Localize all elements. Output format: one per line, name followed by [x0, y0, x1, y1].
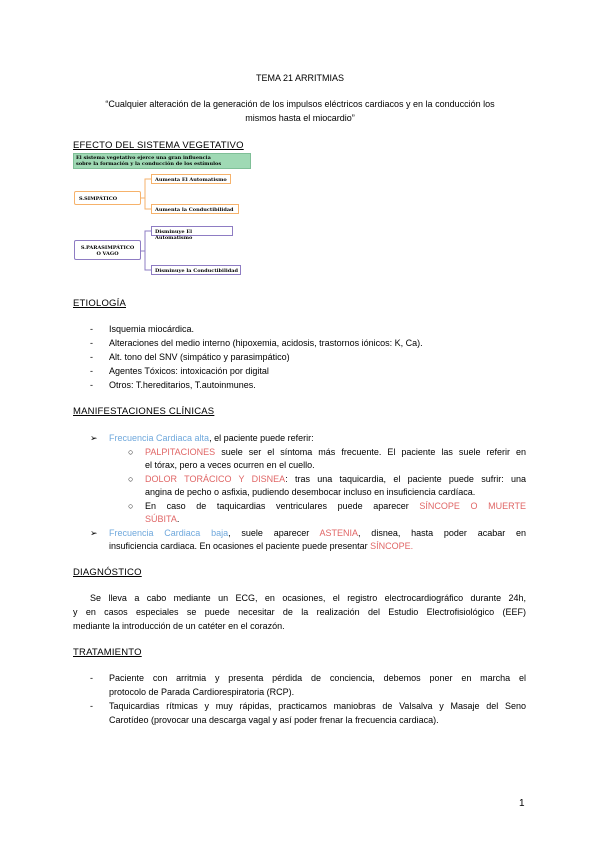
dash-bullet: - [90, 324, 93, 334]
etiologia-item: Alt. tono del SNV (simpático y parasimpático) [109, 352, 290, 362]
diagram-header [73, 153, 251, 169]
dash-bullet: - [90, 701, 93, 711]
dash-bullet: - [90, 338, 93, 348]
tratamiento-item-1-line-2: protocolo de Parada Cardiorespiratoria (RCP). [109, 687, 295, 697]
tratamiento-item-1-line-1: Paciente con arritmia y presenta pérdida de conciencia, debemos poner en marcha el [109, 673, 526, 683]
sub2-rest: : tras una taquicardia, el paciente puede sufrir: una [285, 474, 526, 484]
baja-line-2 [109, 540, 413, 553]
arrow-bullet-icon: ➢ [90, 433, 98, 443]
para-line-2: O VAGO [96, 251, 119, 257]
alta-line [109, 432, 314, 445]
baja-line-1 [109, 527, 526, 540]
sub3-end: . [176, 514, 180, 524]
baja-term-2: ASTENIA [319, 528, 359, 538]
quote-line-2: mismos hasta el miocardio” [245, 113, 355, 123]
tratamiento-item-2-line-1: Taquicardias rítmicas y muy rápidas, practicamos maniobras de Valsalva y Masaje del Seno [109, 701, 526, 711]
diagnostico-line-1: Se lleva a cabo mediante un ECG, en ocasiones, el registro electrocardiográfico durante 24h, [90, 593, 526, 603]
diagnostico-line-2: y en casos especiales se puede necesitar de la realización del Estudio Electrofisiológico (EEF) [73, 607, 526, 617]
sub3-term: SÍNCOPE O MUERTE [419, 501, 526, 511]
baja-rest-2: , disnea, hasta poder acabar en [358, 528, 527, 538]
dash-bullet: - [90, 673, 93, 683]
simpatico-box: S.SIMPÁTICO [74, 191, 141, 205]
diagnostico-heading: DIAGNÓSTICO [73, 567, 142, 578]
parasimpatico-box [74, 240, 141, 260]
etiologia-item: Alteraciones del medio interno (hipoxemia, acidosis, trastornos iónicos: K, Ca). [109, 338, 423, 348]
sub1-line-1 [145, 446, 526, 459]
alta-term: Frecuencia Cardiaca alta [109, 433, 210, 443]
simp-conductibilidad-box: Aumenta la Conductibilidad [151, 204, 239, 214]
baja-line-2-text: insuficiencia cardiaca. En ocasiones el paciente puede presentar [109, 541, 371, 551]
sub1-line-2: el tórax, pero a veces ocurren en el cuello. [145, 460, 315, 470]
diagnostico-line-3: mediante la introducción de un catéter en el corazón. [73, 621, 285, 631]
circle-bullet-icon: ○ [128, 501, 134, 511]
diagram-header-line-2: sobre la formación y la conducción de los estímulos [76, 161, 222, 167]
sub3-line-1 [145, 500, 526, 513]
arrow-bullet-icon: ➢ [90, 528, 98, 538]
diagram-header-line-1: El sistema vegetativo ejerce una gran influencia [76, 155, 211, 161]
para-conductibilidad-box: Disminuye la Conductibilidad [151, 265, 241, 275]
para-automatismo-box: Disminuye El Automatismo [151, 226, 233, 236]
dash-bullet: - [90, 352, 93, 362]
baja-rest-1: , suele aparecer [228, 528, 320, 538]
tratamiento-item-2-line-2: Carotídeo (provocar una descarga vagal y así poder frenar la frecuencia cardiaca). [109, 715, 439, 725]
page-title: TEMA 21 ARRITMIAS [255, 73, 345, 83]
baja-term: Frecuencia Cardiaca baja [109, 528, 229, 538]
vegetativo-diagram [73, 153, 253, 277]
para-line-1: S.PARASIMPÁTICO [80, 245, 135, 251]
vegetativo-heading: EFECTO DEL SISTEMA VEGETATIVO [73, 140, 244, 151]
etiologia-item: Isquemia miocárdica. [109, 324, 195, 334]
circle-bullet-icon: ○ [128, 474, 134, 484]
sub3-line-2 [145, 513, 179, 526]
page-number: 1 [519, 798, 525, 809]
sub1-term: PALPITACIONES [145, 447, 216, 457]
sub1-rest: suele ser el síntoma más frecuente. El paciente las suele referir en [215, 447, 526, 457]
etiologia-item: Agentes Tóxicos: intoxicación por digital [109, 366, 269, 376]
sub3-line-2-term: SÚBITA [145, 514, 177, 524]
dash-bullet: - [90, 380, 93, 390]
dash-bullet: - [90, 366, 93, 376]
sub3-text: En caso de taquicardias ventriculares puede aparecer [145, 501, 420, 511]
quote-line-1: “Cualquier alteración de la generación de los impulsos eléctricos cardiacos y en la conducción los [105, 99, 495, 109]
simp-automatismo-box: Aumenta El Automatismo [151, 174, 231, 184]
manifestaciones-heading: MANIFESTACIONES CLÍNICAS [73, 406, 215, 417]
sub2-term: DOLOR TORÁCICO Y DISNEA [145, 474, 286, 484]
tratamiento-heading: TRATAMIENTO [73, 647, 142, 658]
baja-term-3: SÍNCOPE. [370, 541, 414, 551]
sub2-line-2: angina de pecho o asfixia, pudiendo desembocar incluso en insuficiencia cardíaca. [145, 487, 476, 497]
circle-bullet-icon: ○ [128, 447, 134, 457]
etiologia-heading: ETIOLOGÍA [73, 298, 127, 309]
alta-rest: , el paciente puede referir: [209, 433, 314, 443]
etiologia-item: Otros: T.hereditarios, T.autoinmunes. [109, 380, 256, 390]
sub2-line-1 [145, 473, 526, 486]
